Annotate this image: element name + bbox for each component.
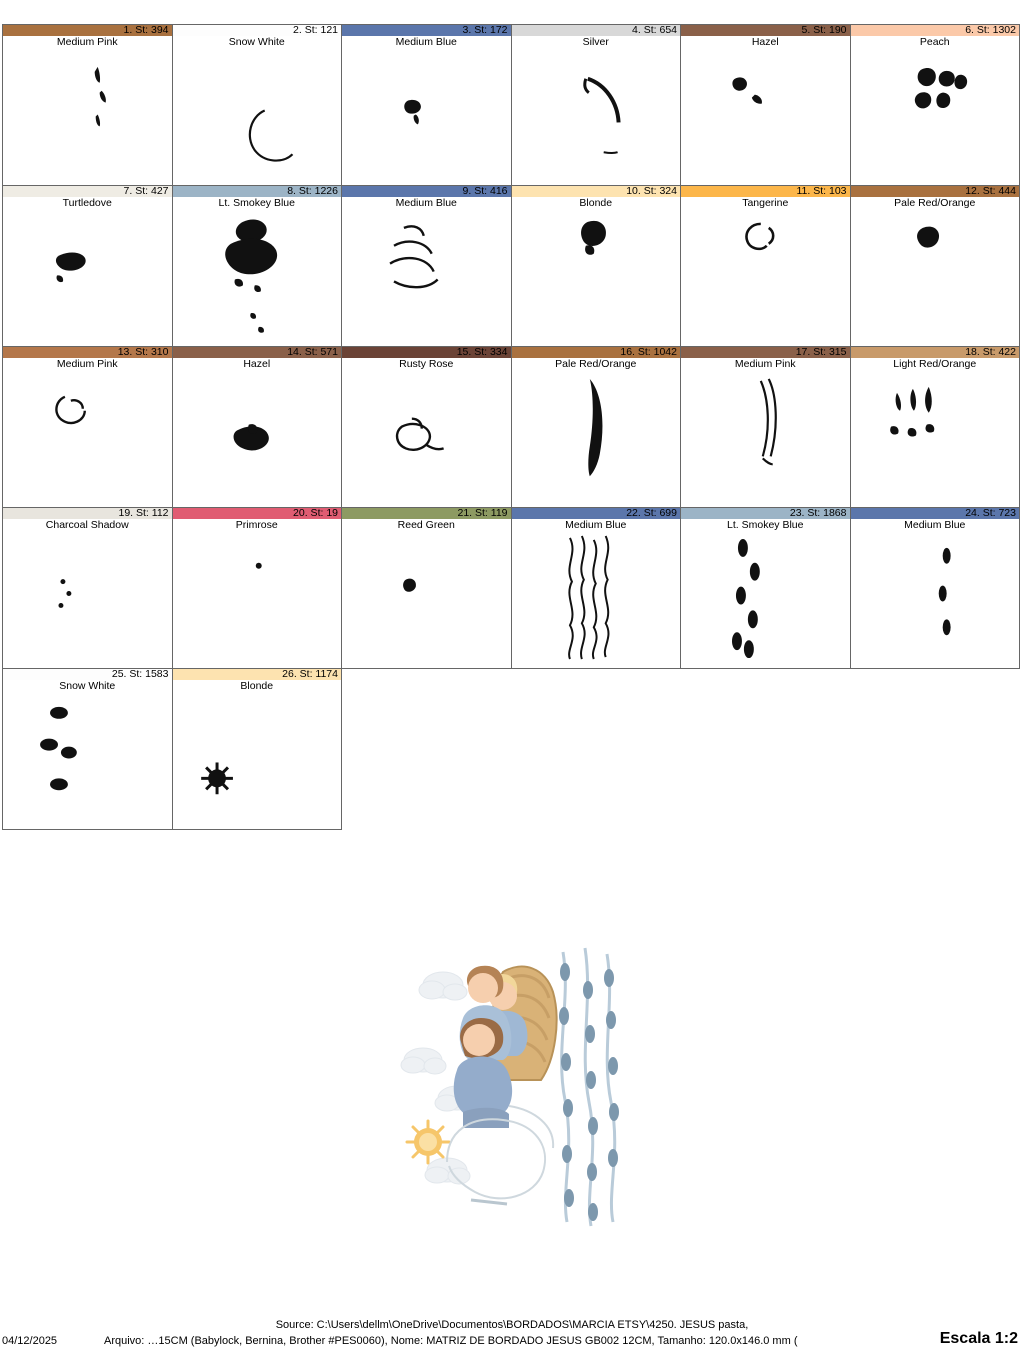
color-index-stitches: 4. St: 654 [632,24,677,36]
color-name: Medium Blue [565,519,627,531]
color-index-stitches: 9. St: 416 [462,185,508,197]
color-name: Peach [919,36,950,48]
color-name: Medium Pink [56,358,118,370]
stitch-preview-icon [851,371,1020,505]
color-block-16 [511,346,682,508]
stitch-preview-icon [342,210,511,344]
color-name: Tangerine [742,197,789,209]
stitch-preview-icon [3,371,172,505]
color-index-stitches: 22. St: 699 [626,507,677,519]
color-name: Lt. Smokey Blue [218,197,295,209]
color-block-23 [680,507,851,669]
stitch-preview-icon [512,532,681,666]
stitch-preview-icon [173,49,342,183]
color-name: Medium Pink [56,36,118,48]
color-index-stitches: 12. St: 444 [965,185,1016,197]
color-block-9 [341,185,512,347]
color-index-stitches: 26. St: 1174 [282,668,338,680]
stitch-preview-icon [3,210,172,344]
color-block-4 [511,24,682,186]
stitch-preview-icon [173,371,342,505]
color-block-11 [680,185,851,347]
color-block-2 [172,24,343,186]
stitch-preview-icon [342,532,511,666]
design-preview [385,930,645,1240]
stitch-preview-icon [512,210,681,344]
color-name: Snow White [228,36,285,48]
color-name: Primrose [235,519,278,531]
color-index-stitches: 18. St: 422 [965,346,1016,358]
color-block-3 [341,24,512,186]
color-block-1 [2,24,173,186]
color-block-8 [172,185,343,347]
stitch-preview-icon [681,532,850,666]
color-block-5 [680,24,851,186]
color-name: Pale Red/Orange [894,197,976,209]
color-block-22 [511,507,682,669]
stitch-preview-icon [3,49,172,183]
color-name: Reed Green [397,519,455,531]
color-index-stitches: 15. St: 334 [456,346,508,358]
color-block-grid [3,24,1016,830]
color-index-stitches: 11. St: 103 [796,185,847,197]
page-footer [0,1318,1024,1364]
color-block-25 [2,668,173,830]
color-name: Medium Blue [904,519,966,531]
color-name: Medium Blue [395,197,457,209]
color-block-14 [172,346,343,508]
color-index-stitches: 8. St: 1226 [287,185,338,197]
color-name: Hazel [751,36,779,48]
color-name: Pale Red/Orange [555,358,637,370]
stitch-preview-icon [851,210,1020,344]
color-name: Hazel [243,358,271,370]
color-index-stitches: 7. St: 427 [123,185,169,197]
stitch-preview-icon [342,49,511,183]
color-name: Lt. Smokey Blue [727,519,804,531]
color-name: Blonde [579,197,613,209]
color-block-21 [341,507,512,669]
stitch-preview-icon [173,210,342,344]
color-block-15 [341,346,512,508]
color-name: Medium Pink [734,358,796,370]
color-block-7 [2,185,173,347]
color-index-stitches: 23. St: 1868 [789,507,847,519]
color-name: Blonde [240,680,274,692]
color-index-stitches: 2. St: 121 [293,24,338,36]
color-index-stitches: 3. St: 172 [462,24,508,36]
stitch-preview-icon [342,371,511,505]
color-index-stitches: 21. St: 119 [457,507,508,519]
stitch-preview-icon [3,693,172,827]
color-block-10 [511,185,682,347]
color-block-24 [850,507,1021,669]
stitch-preview-icon [681,49,850,183]
color-index-stitches: 17. St: 315 [795,346,847,358]
color-block-18 [850,346,1021,508]
color-index-stitches: 10. St: 324 [626,185,677,197]
color-name: Charcoal Shadow [45,519,129,531]
color-block-19 [2,507,173,669]
stitch-preview-icon [512,371,681,505]
color-block-13 [2,346,173,508]
color-index-stitches: 6. St: 1302 [965,24,1016,36]
color-index-stitches: 16. St: 1042 [620,346,677,358]
color-index-stitches: 1. St: 394 [123,24,169,36]
stitch-preview-icon [681,210,850,344]
color-block-12 [850,185,1021,347]
color-name: Light Red/Orange [893,358,977,370]
stitch-preview-icon [173,693,342,827]
color-block-20 [172,507,343,669]
stitch-preview-icon [3,532,172,666]
stitch-preview-icon [851,532,1020,666]
color-name: Rusty Rose [399,358,454,370]
color-index-stitches: 25. St: 1583 [111,668,169,680]
color-block-6 [850,24,1021,186]
stitch-preview-icon [173,532,342,666]
color-index-stitches: 5. St: 190 [801,24,847,36]
print-date: 04/12/2025 [2,1335,58,1347]
stitch-preview-icon [851,49,1020,183]
color-name: Silver [582,36,609,48]
color-name: Medium Blue [395,36,457,48]
file-line: Arquivo: …15CM (Babylock, Bernina, Brother #PES0060), Nome: MATRIZ DE BORDADO JESUS GB002 12CM, Tamanho: 120.0x146.0 mm ( [104,1335,798,1347]
color-block-17 [680,346,851,508]
source-line: Source: C:\Users\dellm\OneDrive\Documentos\BORDADOS\MARCIA ETSY\4250. JESUS pasta, [275,1319,749,1331]
color-name: Snow White [59,680,116,692]
color-index-stitches: 19. St: 112 [118,507,169,519]
color-name: Turtledove [62,197,112,209]
stitch-preview-icon [681,371,850,505]
color-index-stitches: 24. St: 723 [965,507,1016,519]
color-block-26 [172,668,343,830]
color-index-stitches: 20. St: 19 [293,507,338,519]
stitch-preview-icon [512,49,681,183]
scale-label: Escala 1:2 [939,1330,1018,1347]
color-index-stitches: 14. St: 571 [287,346,338,358]
color-index-stitches: 13. St: 310 [117,346,169,358]
